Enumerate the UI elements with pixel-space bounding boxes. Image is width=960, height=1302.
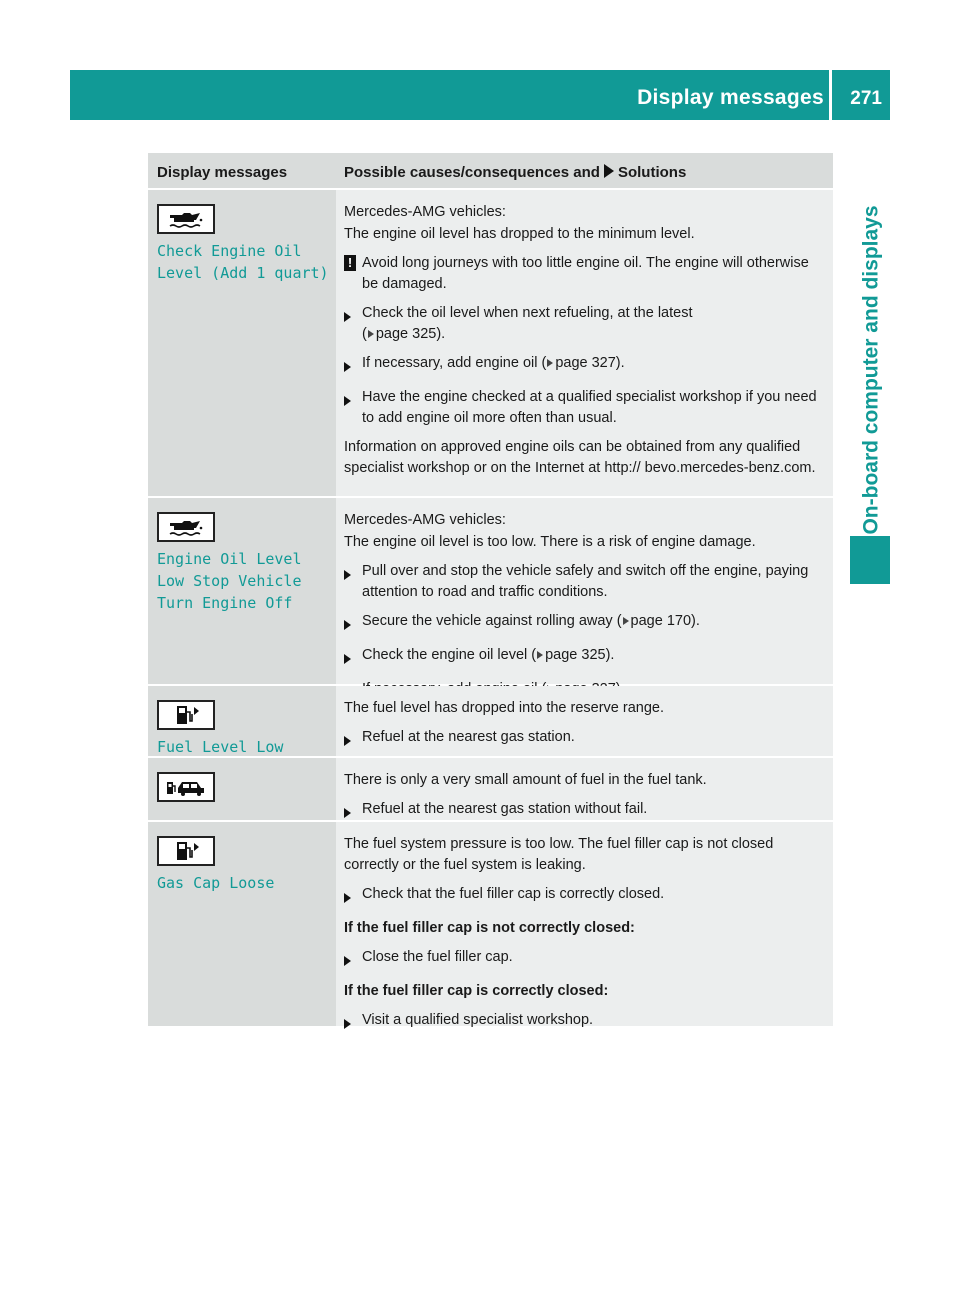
fuel-pump-icon bbox=[157, 700, 215, 730]
side-tab bbox=[852, 170, 892, 570]
info-text: Information on approved engine oils can be obtained from any qualified specialist workshop or on the Internet at http:// bevo.mercedes-benz.com. bbox=[344, 439, 816, 476]
step-arrow-icon bbox=[344, 396, 351, 406]
step-text: If necessary, add engine oil ( bbox=[362, 355, 547, 371]
message-cell bbox=[148, 686, 336, 756]
solution-step bbox=[344, 947, 827, 973]
solution-step bbox=[344, 611, 827, 637]
arrow-icon bbox=[604, 164, 614, 178]
table-row bbox=[148, 190, 833, 498]
solution-step bbox=[344, 1010, 827, 1036]
step-arrow-icon bbox=[344, 956, 351, 966]
step-arrow-icon bbox=[344, 736, 351, 746]
step-arrow-icon bbox=[344, 312, 351, 322]
page-ref-icon bbox=[368, 330, 374, 338]
page-number: 271 bbox=[850, 88, 882, 109]
page-ref-icon bbox=[623, 617, 629, 625]
step-text: Check the engine oil level ( bbox=[362, 647, 537, 663]
cause-text: The fuel level has dropped into the reserve range. bbox=[344, 700, 665, 716]
display-message: Check Engine Oil Level (Add 1 quart) bbox=[157, 242, 329, 282]
step-text: Close the fuel filler cap. bbox=[362, 949, 513, 965]
step-text: Have the engine checked at a qualified specialist workshop if you need to add engine oil more often than usual. bbox=[362, 389, 817, 426]
message-cell bbox=[148, 758, 336, 820]
display-message: Gas Cap Loose bbox=[157, 874, 275, 892]
col-header-causes: Possible causes/consequences and bbox=[344, 164, 600, 181]
cause-text: There is only a very small amount of fuel in the fuel tank. bbox=[344, 772, 707, 788]
oil-can-icon bbox=[157, 512, 215, 542]
message-cell bbox=[148, 822, 336, 1026]
step-arrow-icon bbox=[344, 570, 351, 580]
oil-can-icon bbox=[157, 204, 215, 234]
section-title: Display messages bbox=[637, 86, 824, 109]
solution-step bbox=[344, 387, 827, 429]
display-message: Engine Oil Level Low Stop Vehicle Turn Engine Off bbox=[157, 550, 302, 612]
page-ref: page 327). bbox=[555, 355, 625, 371]
solution-step bbox=[344, 727, 827, 753]
step-text: Refuel at the nearest gas station. bbox=[362, 729, 575, 745]
page-ref-icon bbox=[547, 359, 553, 367]
solution-cell bbox=[336, 758, 833, 820]
col-header-solutions bbox=[336, 153, 833, 188]
messages-table bbox=[148, 153, 833, 1028]
header-divider bbox=[829, 70, 832, 120]
fuel-pump-icon bbox=[157, 836, 215, 866]
cause-text: The fuel system pressure is too low. The fuel filler cap is not closed correctly or the fuel system is leaking. bbox=[344, 836, 774, 873]
cause-text: The engine oil level is too low. There is a risk of engine damage. bbox=[344, 534, 756, 550]
warning-text: Avoid long journeys with too little engine oil. The engine will otherwise be damaged. bbox=[362, 255, 809, 292]
solution-cell bbox=[336, 686, 833, 756]
page-header bbox=[70, 70, 890, 120]
message-cell bbox=[148, 190, 336, 496]
step-text: Visit a qualified specialist workshop. bbox=[362, 1012, 594, 1028]
side-tab-label: On-board computer and displays bbox=[860, 205, 883, 535]
solution-step bbox=[344, 884, 827, 910]
table-row bbox=[148, 686, 833, 758]
step-text: Pull over and stop the vehicle safely and switch off the engine, paying attention to road and traffic conditions. bbox=[362, 563, 809, 600]
warning-note bbox=[344, 253, 827, 295]
step-text: Check that the fuel filler cap is correctly closed. bbox=[362, 886, 665, 902]
step-arrow-icon bbox=[344, 620, 351, 630]
col-header-solutions-label: Solutions bbox=[617, 164, 687, 181]
page-ref: page 170). bbox=[630, 613, 700, 629]
condition-heading: If the fuel filler cap is not correctly closed: bbox=[344, 920, 635, 936]
solution-cell bbox=[336, 498, 833, 684]
display-message: Fuel Level Low bbox=[157, 738, 284, 756]
solution-cell bbox=[336, 822, 833, 1026]
step-text: Secure the vehicle against rolling away ( bbox=[362, 613, 622, 629]
warning-icon: ! bbox=[344, 255, 356, 271]
step-arrow-icon bbox=[344, 808, 351, 818]
vehicle-note: Mercedes-AMG vehicles: bbox=[344, 512, 506, 528]
solution-step bbox=[344, 561, 827, 603]
cause-text: The engine oil level has dropped to the minimum level. bbox=[344, 226, 695, 242]
car-fuel-icon bbox=[157, 772, 215, 802]
solution-step bbox=[344, 353, 827, 379]
message-cell bbox=[148, 498, 336, 684]
condition-heading: If the fuel filler cap is correctly closed: bbox=[344, 983, 609, 999]
step-arrow-icon bbox=[344, 654, 351, 664]
step-arrow-icon bbox=[344, 893, 351, 903]
solution-cell bbox=[336, 190, 833, 496]
vehicle-note: Mercedes-AMG vehicles: bbox=[344, 204, 506, 220]
step-text: Check the oil level when next refueling, at the latest bbox=[362, 305, 693, 321]
page-ref: page 325). bbox=[545, 647, 615, 663]
step-arrow-icon bbox=[344, 362, 351, 372]
step-arrow-icon bbox=[344, 1019, 351, 1029]
page-ref: page 325). bbox=[375, 326, 446, 342]
step-text: Refuel at the nearest gas station without fail. bbox=[362, 801, 648, 817]
table-row bbox=[148, 758, 833, 822]
solution-step: Check the oil level when next refueling, at the latest ( page 325). bbox=[344, 303, 827, 345]
solution-step bbox=[344, 645, 827, 671]
side-tab-marker bbox=[850, 536, 890, 584]
table-row bbox=[148, 498, 833, 686]
col-header-messages: Display messages bbox=[157, 164, 288, 181]
table-header bbox=[148, 153, 833, 190]
table-row bbox=[148, 822, 833, 1028]
page-ref-icon bbox=[537, 651, 543, 659]
